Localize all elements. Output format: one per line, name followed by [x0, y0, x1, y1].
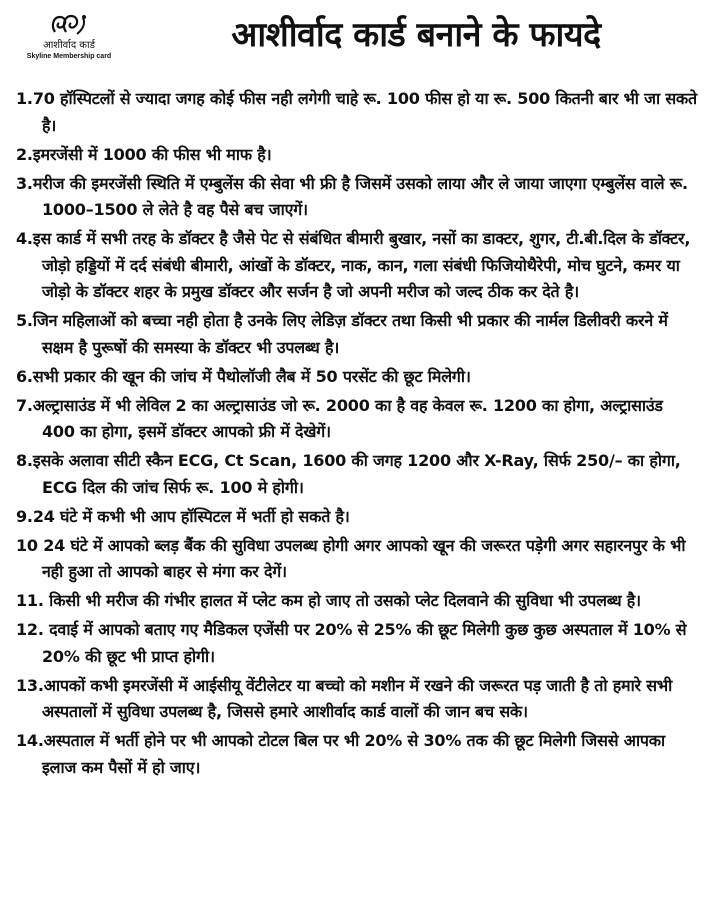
- item-number: 11.: [16, 591, 44, 610]
- item-text: इस कार्ड में सभी तरह के डॉक्टर है जैसे पेट से संबंधित बीमारी बुखार, नसों का डाक्टर, शुगर, टी.बी.दिल के डॉक्टर, जोड़ो हड्डियों में दर्द संबंधी बीमारी, आंखों के डॉक्टर, नाक, कान, गला संबंधी फिजियोथैरेपी, मोच घुटने, कमर या जोड़ो के डॉक्टर शहर के प्रमुख डॉक्टर और सर्जन है जो अपनी मरीज को जल्द ठीक कर देते है।: [32, 229, 691, 301]
- header: [0, 0, 710, 78]
- logo-icon: [49, 12, 89, 38]
- list-item: [16, 533, 700, 586]
- list-item: [16, 86, 700, 139]
- item-number: 4.: [16, 229, 33, 248]
- item-text: किसी भी मरीज की गंभीर हालत में प्लेट कम हो जाए तो उसको प्लेट दिलवाने की सुविधा भी उपलब्ध है।: [49, 591, 641, 610]
- list-item: [16, 393, 700, 446]
- item-text: मरीज की इमरजेंसी स्थिति में एम्बुलेंस की सेवा भी फ्री है जिसमें उसको लाया और ले जाया जाएगा एम्बुलेंस वाले रू. 1000–1500 ले लेते है वह पैसे बच जाएगें।: [32, 173, 688, 219]
- item-text: 70 हॉस्पिटलों से ज्यादा जगह कोई फीस नही लगेगी चाहे रू. 100 फीस हो या रू. 500 कितनी बार भी जा सकते है।: [32, 89, 697, 135]
- page-title: आशीर्वाद कार्ड बनाने के फायदे: [231, 15, 601, 55]
- item-number: 7.: [16, 395, 33, 415]
- list-item: [16, 308, 700, 361]
- item-number: 6.: [16, 366, 33, 386]
- item-text: जिन महिलाओं को बच्चा नही होता है उनके लिए लेडिज़ डॉक्टर तथा किसी भी प्रकार की नार्मल डिलीवरी करने में सक्षम है पुरूषों की समस्या के डॉक्टर भी उपलब्ध है।: [32, 311, 668, 357]
- item-number: 13.: [16, 675, 44, 695]
- list-item: [16, 588, 700, 615]
- list-item: [16, 504, 700, 531]
- item-number: 3.: [16, 173, 33, 193]
- item-text: 24 घंटे में आपको ब्लड़ बैंक की सुविधा उपलब्ध होगी अगर आपको खून की जरूरत पड़ेगी अगर सहारनपुर के भी नही हुआ तो आपको बाहर से मंगा कर देगें।: [42, 535, 686, 581]
- logo-name-english: Skyline Membership card: [26, 53, 112, 60]
- benefits-list: [0, 86, 710, 784]
- logo-name-hindi: आशीर्वाद कार्ड: [43, 40, 95, 51]
- item-number: 5.: [16, 311, 33, 330]
- item-number: 12.: [16, 620, 44, 639]
- list-item: [16, 171, 700, 224]
- item-text: सभी प्रकार की खून की जांच में पैथोलॉजी लैब में 50 परसेंट की छूट मिलेगी।: [32, 366, 471, 386]
- list-item: [16, 364, 700, 391]
- list-item: [16, 617, 700, 670]
- item-text: इमरजेंसी में 1000 की फीस भी माफ है।: [32, 144, 272, 164]
- item-text: अस्पताल में भर्ती होने पर भी आपको टोटल बिल पर भी 20% से 30% तक की छूट मिलेगी जिससे आपका इलाज कम पैसों में हो जाए।: [42, 731, 665, 777]
- logo: [14, 12, 124, 72]
- item-text: दवाई में आपको बताए गए मैडिकल एजेंसी पर 20% से 25% की छूट मिलेगी कुछ कुछ अस्पताल में 10% से 20% की छूट भी प्राप्त होगी।: [42, 620, 687, 666]
- list-item: [16, 673, 700, 726]
- item-number: 10: [16, 535, 38, 555]
- item-number: 9.: [16, 506, 33, 526]
- item-text: 24 घंटे में कभी भी आप हॉस्पिटल में भर्ती हो सकते है।: [32, 506, 350, 526]
- item-text: आपकों कभी इमरजेंसी में आईसीयू वेंटीलेटर या बच्चो को मशीन में रखने की जरूरत पड़ जाती है तो हमारे सभी अस्पतालों में सुविधा उपलब्ध है, जिससे हमारे आशीर्वाद कार्ड वालों की जान बच सके।: [42, 675, 673, 721]
- item-number: 1.: [16, 89, 33, 108]
- list-item: [16, 448, 700, 501]
- list-item: [16, 728, 700, 781]
- item-text: अल्ट्रासाउंड में भी लेविल 2 का अल्ट्रासाउंड जो रू. 2000 का है वह केवल रू. 1200 का होगा, अल्ट्रासाउंड 400 का होगा, इसमें डॉक्टर आपको फ्री में देखेगें।: [32, 395, 663, 441]
- item-number: 14.: [16, 731, 44, 750]
- list-item: [16, 226, 700, 306]
- item-number: 8.: [16, 451, 33, 470]
- list-item: [16, 142, 700, 169]
- item-number: 2.: [16, 144, 33, 164]
- item-text: इसके अलावा सीटी स्कैन ECG, Ct Scan, 1600 की जगह 1200 और X-Ray, सिर्फ 250/– का होगा, ECG दिल की जांच सिर्फ रू. 100 मे होगी।: [32, 451, 681, 497]
